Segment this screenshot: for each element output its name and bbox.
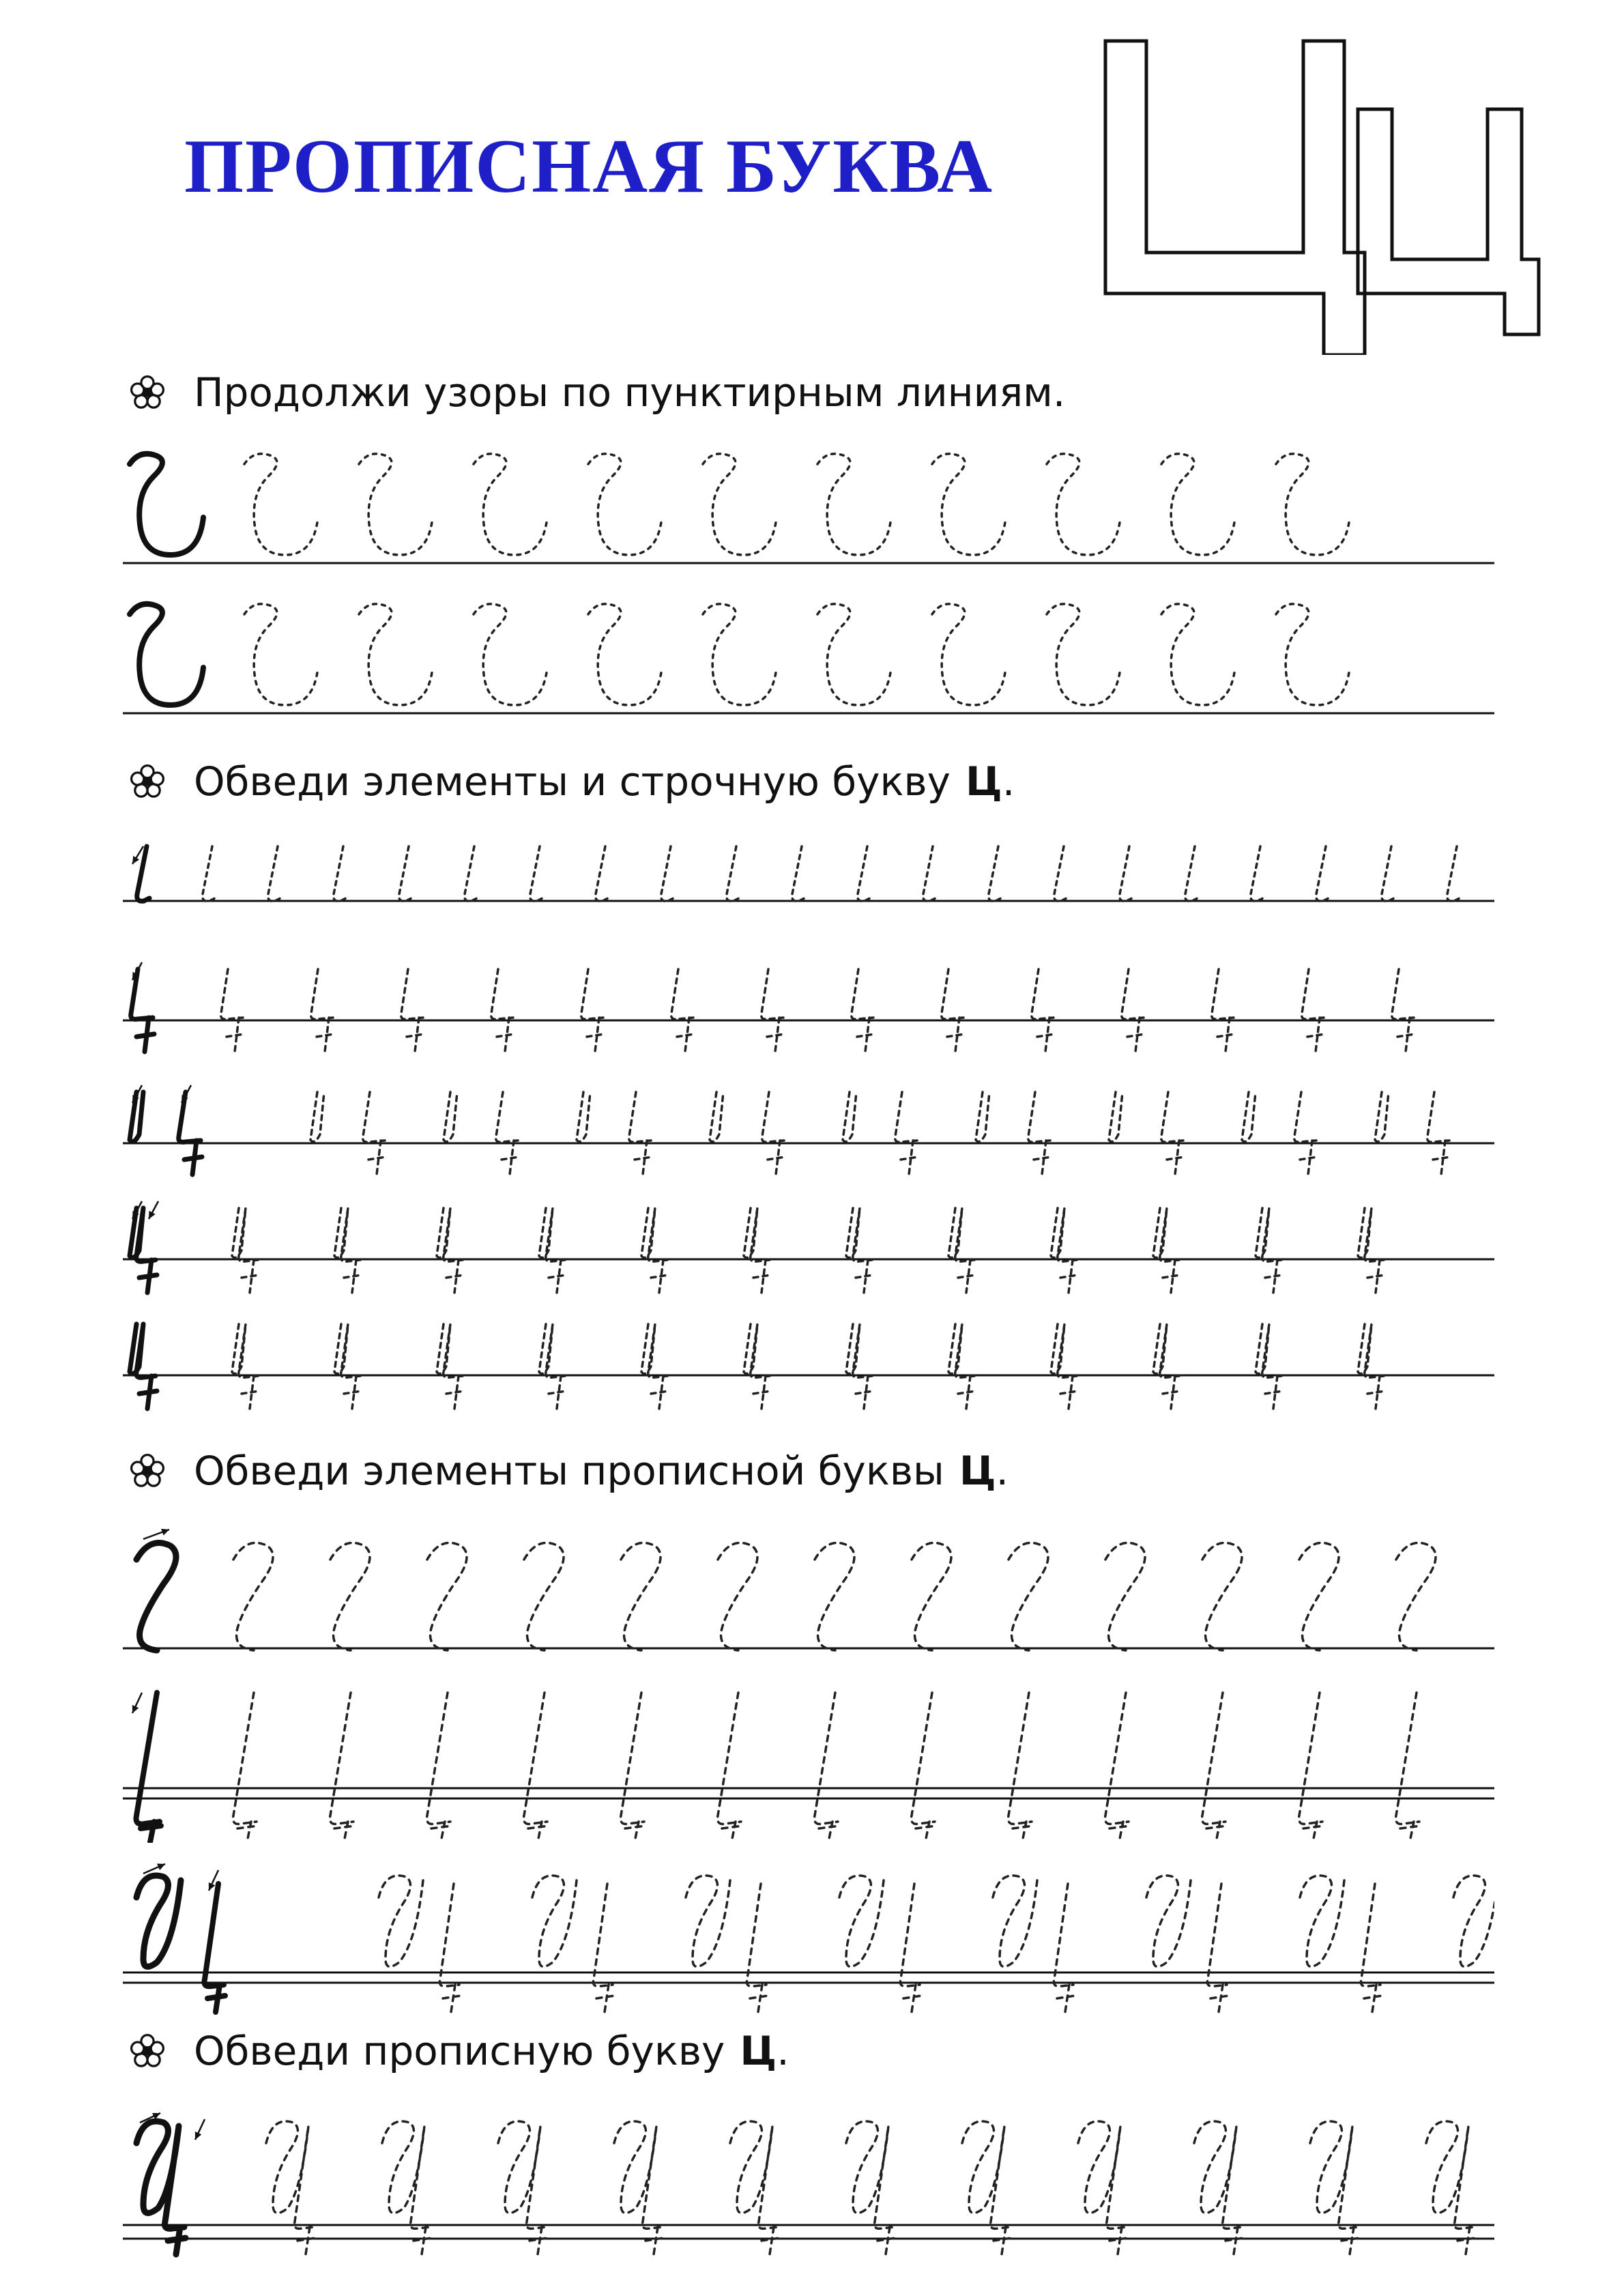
sample-stroke xyxy=(130,1324,157,1409)
trace-stroke xyxy=(588,454,662,555)
instruction-upper-elements: Обведи элементы прописной буквы Ц. xyxy=(130,1440,1009,1502)
trace-stroke xyxy=(330,1543,370,1651)
sample-stroke xyxy=(136,1876,181,1966)
instruction-text: Обведи элементы прописной буквы xyxy=(194,1448,944,1494)
instruction-uppercase: Обведи прописную букву Ц. xyxy=(130,2020,789,2082)
trace-stroke xyxy=(843,1092,856,1142)
trace-stroke xyxy=(1105,1543,1145,1651)
trace-stroke xyxy=(912,1543,951,1651)
trace-stroke xyxy=(815,1693,840,1842)
trace-stroke xyxy=(1105,1693,1131,1842)
trace-stroke xyxy=(311,969,334,1052)
trace-stroke xyxy=(932,604,1006,705)
trace-stroke xyxy=(330,1693,356,1842)
trace-stroke xyxy=(596,846,608,901)
trace-stroke xyxy=(1051,1324,1078,1409)
trace-stroke xyxy=(727,846,739,901)
trace-stroke xyxy=(1009,1543,1048,1651)
trace-stroke xyxy=(539,1324,566,1409)
lowercase-row-1 xyxy=(123,833,1494,935)
trace-stroke xyxy=(1047,604,1120,705)
trace-stroke xyxy=(588,604,662,705)
trace-stroke xyxy=(401,969,424,1052)
trace-stroke xyxy=(1242,1092,1256,1142)
trace-stroke xyxy=(1146,1876,1191,1966)
trace-stroke xyxy=(530,846,542,901)
trace-stroke xyxy=(244,604,318,705)
trace-stroke xyxy=(1382,846,1394,901)
trace-stroke xyxy=(1194,2121,1243,2254)
trace-stroke xyxy=(629,1092,652,1175)
trace-stroke xyxy=(1396,1543,1436,1651)
page-title: ПРОПИСНАЯ БУКВА xyxy=(184,124,994,209)
trace-stroke xyxy=(382,2121,431,2254)
trace-stroke xyxy=(581,969,605,1052)
trace-stroke xyxy=(989,846,1001,901)
trace-stroke xyxy=(744,1208,771,1293)
trace-stroke xyxy=(1051,1208,1078,1293)
trace-stroke xyxy=(1251,846,1263,901)
trace-stroke xyxy=(1396,1693,1421,1842)
lowercase-row-2 xyxy=(123,949,1494,1065)
instruction-text: Обведи элементы и строчную букву xyxy=(194,758,951,805)
trace-stroke xyxy=(895,1092,918,1175)
trace-stroke xyxy=(703,604,777,705)
trace-stroke xyxy=(1054,1884,1075,2012)
sample-stroke xyxy=(131,969,154,1052)
trace-stroke xyxy=(1426,2121,1475,2254)
trace-stroke xyxy=(593,1884,614,2012)
trace-stroke xyxy=(976,1092,989,1142)
trace-stroke xyxy=(1392,969,1415,1052)
trace-stroke xyxy=(710,1092,723,1142)
trace-stroke xyxy=(498,2121,547,2254)
trace-stroke xyxy=(993,1876,1037,1966)
trace-stroke xyxy=(1453,1876,1494,1966)
instruction-text: Продолжи узоры по пунктирным линиям. xyxy=(194,369,1066,416)
trace-stroke xyxy=(266,2121,315,2254)
trace-stroke xyxy=(268,846,280,901)
trace-stroke xyxy=(363,1092,386,1175)
trace-stroke xyxy=(427,1693,452,1842)
trace-stroke xyxy=(1212,969,1235,1052)
flower-icon xyxy=(130,2033,165,2069)
trace-stroke xyxy=(474,454,547,555)
trace-stroke xyxy=(221,969,244,1052)
trace-stroke xyxy=(232,1208,259,1293)
pattern-row-1 xyxy=(123,437,1494,573)
trace-stroke xyxy=(718,1543,757,1651)
trace-stroke xyxy=(815,1543,854,1651)
trace-stroke xyxy=(359,454,433,555)
trace-stroke xyxy=(379,1876,423,1966)
trace-stroke xyxy=(762,1092,785,1175)
trace-stroke xyxy=(1294,1092,1318,1175)
trace-stroke xyxy=(1028,1092,1052,1175)
uppercase-row-1 xyxy=(123,2102,1494,2273)
trace-stroke xyxy=(1202,1543,1242,1651)
trace-stroke xyxy=(1256,1324,1283,1409)
trace-stroke xyxy=(232,1324,259,1409)
trace-stroke xyxy=(524,1693,549,1842)
trace-stroke xyxy=(718,1693,743,1842)
trace-stroke xyxy=(1185,846,1198,901)
trace-stroke xyxy=(686,1876,730,1966)
trace-stroke xyxy=(1122,969,1145,1052)
trace-stroke xyxy=(524,1543,564,1651)
trace-stroke xyxy=(1358,1324,1385,1409)
lowercase-row-5 xyxy=(123,1304,1494,1420)
trace-stroke xyxy=(1358,1208,1385,1293)
trace-stroke xyxy=(437,1324,464,1409)
trace-stroke xyxy=(1032,969,1055,1052)
flower-icon xyxy=(130,1453,165,1489)
trace-stroke xyxy=(1161,604,1235,705)
instruction-patterns xyxy=(130,362,1065,423)
trace-stroke xyxy=(1299,1693,1324,1842)
trace-stroke xyxy=(852,969,875,1052)
trace-stroke xyxy=(846,2121,895,2254)
sample-stroke xyxy=(136,2121,186,2254)
trace-stroke xyxy=(244,454,318,555)
sample-stroke xyxy=(179,1092,202,1175)
trace-stroke xyxy=(912,1693,937,1842)
trace-stroke xyxy=(621,1693,646,1842)
trace-stroke xyxy=(817,454,891,555)
trace-stroke xyxy=(1161,454,1235,555)
trace-stroke xyxy=(762,969,785,1052)
trace-stroke xyxy=(1078,2121,1127,2254)
pattern-row-2 xyxy=(123,587,1494,723)
trace-stroke xyxy=(233,1543,273,1651)
trace-stroke xyxy=(439,1884,461,2012)
trace-stroke xyxy=(334,1324,362,1409)
trace-stroke xyxy=(1109,1092,1122,1142)
trace-stroke xyxy=(948,1324,976,1409)
sample-stroke xyxy=(136,1543,176,1651)
sample-stroke xyxy=(130,1208,157,1293)
trace-stroke xyxy=(474,604,547,705)
trace-stroke xyxy=(846,1324,873,1409)
trace-stroke xyxy=(1302,969,1325,1052)
trace-stroke xyxy=(1299,1543,1339,1651)
trace-stroke xyxy=(703,454,777,555)
trace-stroke xyxy=(746,1884,768,2012)
trace-stroke xyxy=(1316,846,1329,901)
trace-stroke xyxy=(532,1876,577,1966)
trace-stroke xyxy=(1447,846,1460,901)
trace-stroke xyxy=(817,604,891,705)
trace-stroke xyxy=(900,1884,921,2012)
trace-stroke xyxy=(1276,604,1350,705)
sample-stroke xyxy=(204,1884,225,2012)
trace-stroke xyxy=(948,1208,976,1293)
trace-stroke xyxy=(641,1208,669,1293)
trace-stroke xyxy=(1375,1092,1389,1142)
trace-stroke xyxy=(1009,1693,1034,1842)
upper-elements-row-3 xyxy=(123,1856,1494,2020)
trace-stroke xyxy=(932,454,1006,555)
trace-stroke xyxy=(1153,1324,1180,1409)
trace-stroke xyxy=(614,2121,663,2254)
instruction-letter: Ц xyxy=(959,1448,996,1494)
trace-stroke xyxy=(1161,1092,1185,1175)
trace-stroke xyxy=(1310,2121,1359,2254)
trace-stroke xyxy=(1047,454,1120,555)
trace-stroke xyxy=(744,1324,771,1409)
trace-stroke xyxy=(577,1092,590,1142)
trace-stroke xyxy=(491,969,514,1052)
lowercase-row-4 xyxy=(123,1188,1494,1304)
trace-stroke xyxy=(437,1208,464,1293)
trace-stroke xyxy=(496,1092,519,1175)
trace-stroke xyxy=(671,969,695,1052)
trace-stroke xyxy=(923,846,936,901)
trace-stroke xyxy=(1256,1208,1283,1293)
trace-stroke xyxy=(1361,1884,1382,2012)
trace-stroke xyxy=(641,1324,669,1409)
upper-elements-row-1 xyxy=(123,1522,1494,1672)
trace-stroke xyxy=(858,846,870,901)
trace-stroke xyxy=(942,969,965,1052)
trace-stroke xyxy=(1300,1876,1344,1966)
sample-stroke xyxy=(136,1693,162,1842)
trace-stroke xyxy=(621,1543,661,1651)
trace-stroke xyxy=(1153,1208,1180,1293)
trace-stroke xyxy=(203,846,215,901)
trace-stroke xyxy=(730,2121,779,2254)
trace-stroke xyxy=(233,1693,259,1842)
trace-stroke xyxy=(310,1092,324,1142)
trace-stroke xyxy=(792,846,804,901)
trace-stroke xyxy=(839,1876,884,1966)
trace-stroke xyxy=(661,846,673,901)
trace-stroke xyxy=(1054,846,1067,901)
trace-stroke xyxy=(1427,1092,1451,1175)
lowercase-row-3 xyxy=(123,1072,1494,1188)
sample-stroke xyxy=(130,604,203,705)
big-letter-outline xyxy=(1085,27,1549,355)
instruction-text: Обведи прописную букву xyxy=(194,2028,725,2074)
trace-stroke xyxy=(1202,1693,1228,1842)
trace-stroke xyxy=(399,846,411,901)
trace-stroke xyxy=(1207,1884,1228,2012)
trace-stroke xyxy=(1276,454,1350,555)
trace-stroke xyxy=(465,846,477,901)
trace-stroke xyxy=(334,1208,362,1293)
flower-icon xyxy=(130,764,165,799)
sample-stroke xyxy=(130,454,203,555)
upper-elements-row-2 xyxy=(123,1686,1494,1843)
trace-stroke xyxy=(334,846,346,901)
trace-stroke xyxy=(427,1543,467,1651)
instruction-letter: Ц xyxy=(966,758,1002,805)
trace-stroke xyxy=(444,1092,457,1142)
trace-stroke xyxy=(539,1208,566,1293)
instruction-lowercase: Обведи элементы и строчную букву Ц. xyxy=(130,751,1015,812)
trace-stroke xyxy=(359,604,433,705)
trace-stroke xyxy=(962,2121,1011,2254)
instruction-letter: Ц xyxy=(740,2028,777,2074)
trace-stroke xyxy=(1120,846,1132,901)
flower-icon xyxy=(130,375,165,410)
trace-stroke xyxy=(846,1208,873,1293)
